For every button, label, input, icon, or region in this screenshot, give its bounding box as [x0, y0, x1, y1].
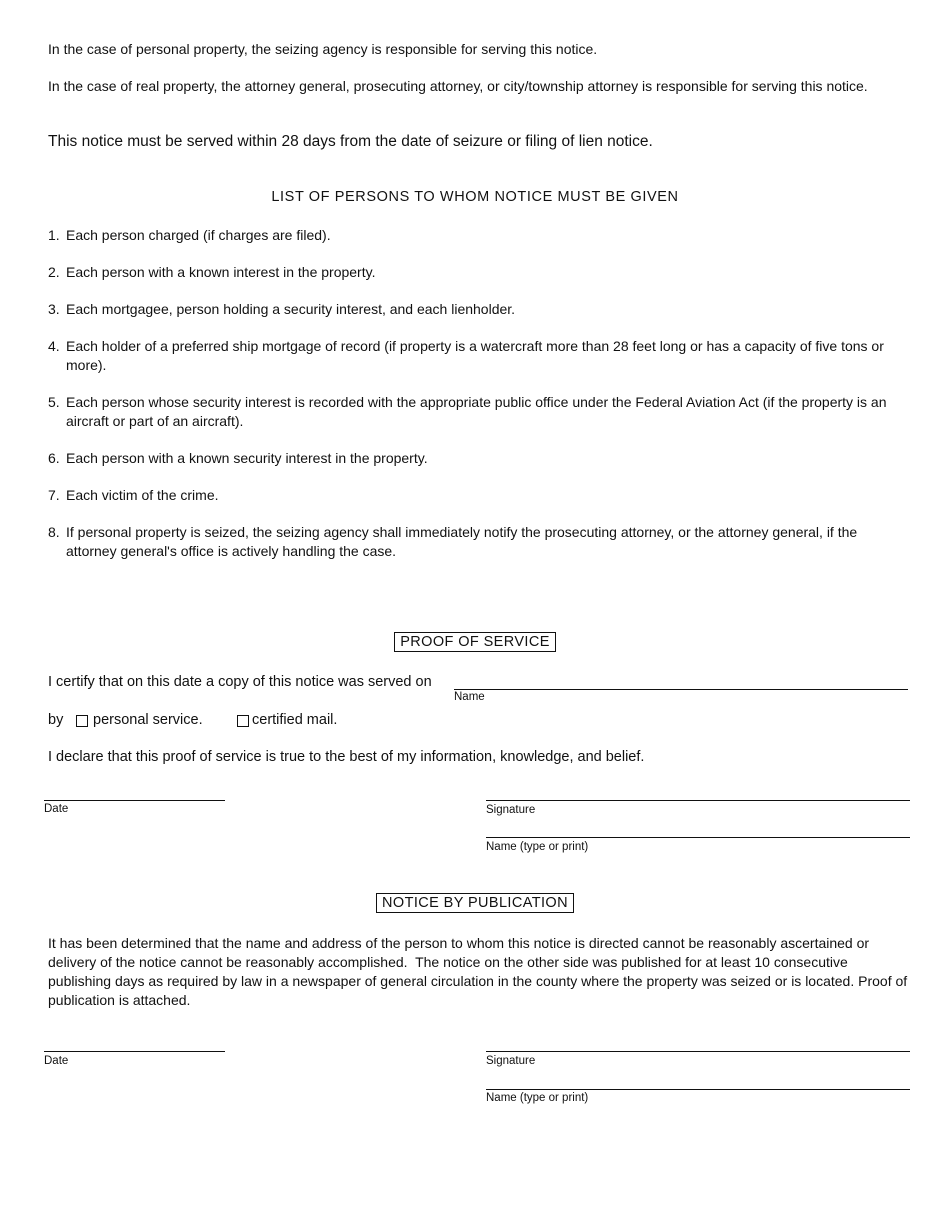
list-item-number: 2. [48, 264, 60, 280]
pub-name-print-caption: Name (type or print) [486, 1092, 589, 1104]
list-item [48, 486, 910, 505]
proof-of-service-heading-wrap [0, 633, 950, 652]
list-item-number: 1. [48, 227, 60, 243]
list-item [48, 449, 910, 468]
publication-heading: NOTICE BY PUBLICATION [376, 893, 574, 913]
list-item [48, 263, 910, 282]
proof-of-service-heading: PROOF OF SERVICE [394, 632, 556, 652]
list-item-text: Each person whose security interest is recorded with the appropriate public office under the Federal Aviation Act (if the property is an aircraft or part of an aircraft). [66, 394, 887, 429]
list-item [48, 523, 910, 561]
pos-name-print-caption: Name (type or print) [486, 841, 589, 853]
list-item [48, 337, 910, 375]
served-name-caption: Name [454, 691, 485, 703]
personal-service-label: personal service. [93, 712, 203, 728]
personal-service-checkbox[interactable] [76, 713, 88, 731]
publication-body: It has been determined that the name and address of the person to whom this notice is directed cannot be reasonably ascertained or delivery of the notice cannot be reasonably accomplished. The notice on the other side was published for at least 10 consecutive publishing days as required by law in a newspaper of general circulation in the county where the property was seized or is located. Proof of publication is attached. [48, 935, 912, 1008]
pos-date-caption: Date [44, 803, 69, 815]
pos-signature-line[interactable] [486, 800, 910, 801]
list-item [48, 226, 910, 245]
certified-mail-checkbox[interactable] [237, 713, 249, 731]
list-item-number: 3. [48, 301, 60, 317]
list-item-text: Each person with a known interest in the property. [66, 264, 376, 280]
pub-date-line[interactable] [44, 1051, 225, 1052]
list-item-text: Each person with a known security interest in the property. [66, 450, 428, 466]
list-item-number: 5. [48, 394, 60, 410]
pos-name-print-line[interactable] [486, 837, 910, 838]
list-item-text: Each person charged (if charges are filed). [66, 227, 331, 243]
list-item [48, 393, 910, 431]
list-item-number: 6. [48, 450, 60, 466]
intro-personal-property: In the case of personal property, the seizing agency is responsible for serving this notice. [48, 41, 598, 57]
pub-signature-caption: Signature [486, 1055, 536, 1067]
pub-date-caption: Date [44, 1055, 69, 1067]
declare-text: I declare that this proof of service is true to the best of my information, knowledge, and belief. [48, 749, 645, 765]
list-item-number: 7. [48, 487, 60, 503]
certify-text: I certify that on this date a copy of this notice was served on [48, 674, 432, 690]
list-item-number: 4. [48, 338, 60, 354]
list-item-text: Each holder of a preferred ship mortgage of record (if property is a watercraft more than 28 feet long or has a capacity of five tons or more). [66, 338, 884, 373]
pub-name-print-line[interactable] [486, 1089, 910, 1090]
by-label: by [48, 712, 64, 728]
certified-mail-label: certified mail. [252, 712, 338, 728]
pos-date-line[interactable] [44, 800, 225, 801]
list-item-number: 8. [48, 524, 60, 540]
intro-deadline: This notice must be served within 28 days from the date of seizure or filing of lien notice. [48, 133, 653, 150]
list-item-text: Each victim of the crime. [66, 487, 219, 503]
list-item [48, 300, 910, 319]
persons-list-heading: LIST OF PERSONS TO WHOM NOTICE MUST BE GIVEN [271, 189, 679, 205]
intro-real-property: In the case of real property, the attorney general, prosecuting attorney, or city/township attorney is responsible for serving this notice. [48, 78, 868, 94]
pos-signature-caption: Signature [486, 804, 536, 816]
list-item-text: Each mortgagee, person holding a security interest, and each lienholder. [66, 301, 516, 317]
served-name-line[interactable] [454, 689, 908, 690]
pub-signature-line[interactable] [486, 1051, 910, 1052]
list-item-text: If personal property is seized, the seizing agency shall immediately notify the prosecuting attorney, or the attorney general, if the attorney general's office is actively handling the case. [66, 524, 858, 559]
publication-heading-wrap [0, 894, 950, 913]
